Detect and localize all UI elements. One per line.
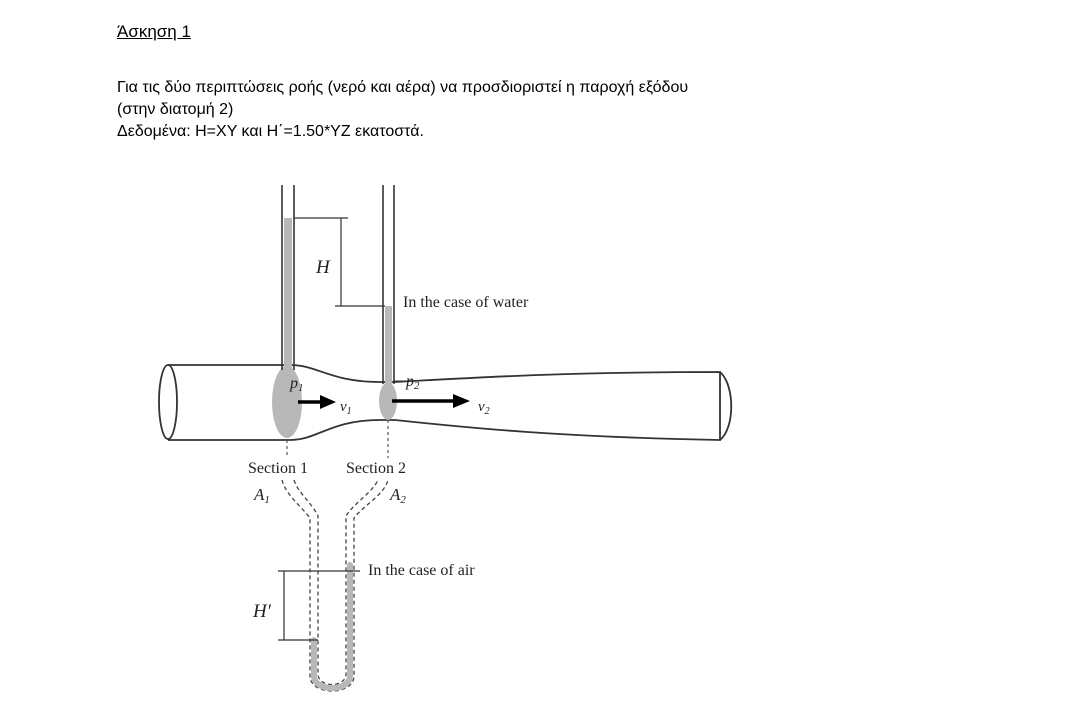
label-a1: A1: [254, 485, 270, 506]
pipe-left-end: [159, 365, 177, 439]
label-a2: A2: [390, 485, 406, 506]
label-p1: p1: [290, 375, 304, 394]
label-v2: $v_2$: [478, 399, 490, 417]
right-tube-fluid: [385, 306, 392, 384]
exercise-line-1: Για τις δύο περιπτώσεις ροής (νερό και αέρα) να προσδιοριστεί η παροχή εξόδου: [117, 79, 689, 96]
label-hprime: H′: [253, 601, 271, 622]
label-v1: $v_1$: [340, 399, 352, 417]
u-tube-manometer: [282, 480, 388, 691]
label-water: In the case of water: [403, 294, 529, 311]
label-section2: Section 2: [346, 460, 406, 477]
manometer-fluid: [314, 565, 350, 688]
left-tube-fluid: [284, 218, 292, 370]
exercise-heading: Άσκηση 1: [117, 22, 191, 41]
exercise-line-3: Δεδομένα: H=XY και H΄=1.50*YZ εκατοστά.: [117, 123, 424, 140]
pipe-right-end: [720, 372, 731, 440]
label-p2: p2: [406, 373, 420, 392]
exercise-line-2: (στην διατομή 2): [117, 101, 234, 118]
label-air: In the case of air: [368, 562, 475, 579]
label-section1: Section 1: [248, 460, 308, 477]
label-h: H: [316, 257, 330, 278]
